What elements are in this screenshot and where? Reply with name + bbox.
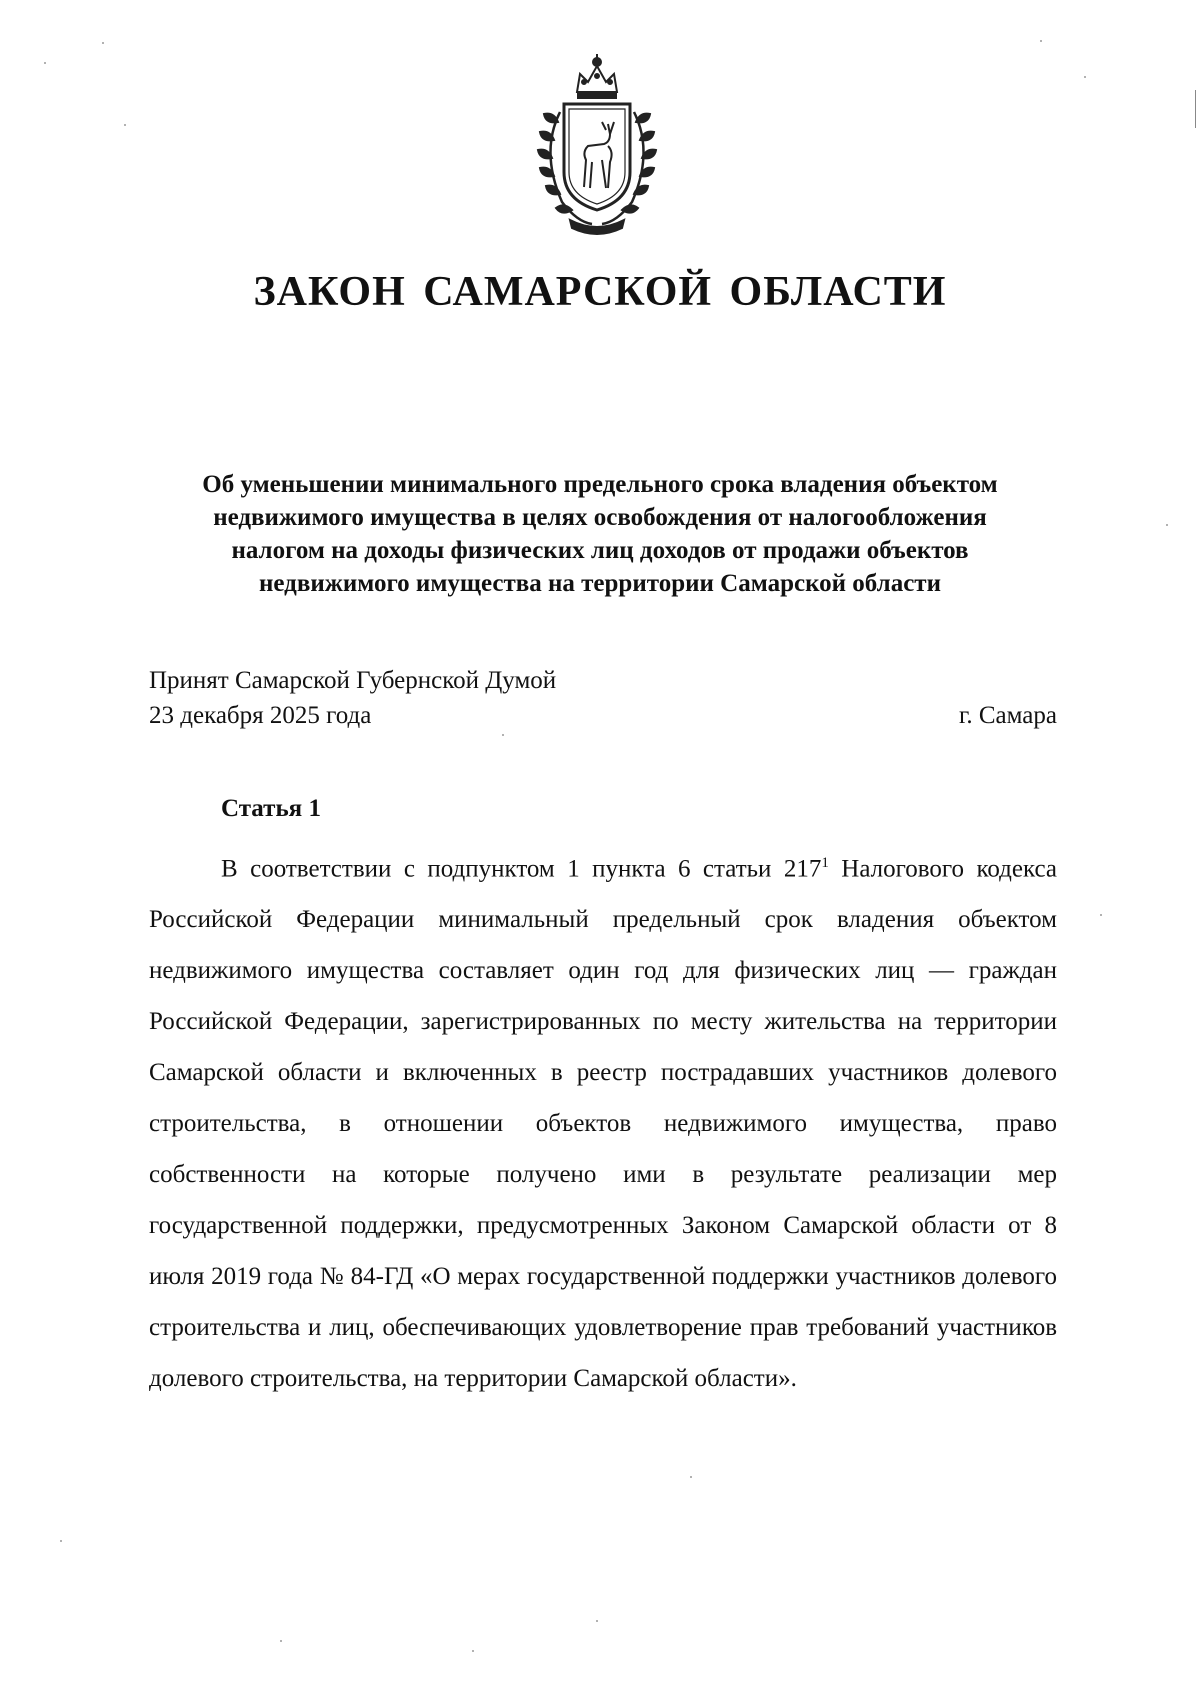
scan-speck <box>1100 914 1102 916</box>
subtitle-line: налогом на доходы физических лиц доходов от продажи объектов <box>231 537 969 564</box>
scan-speck <box>102 42 104 44</box>
subtitle-line: недвижимого имущества на территории Самарской области <box>259 570 941 597</box>
scan-speck <box>1084 76 1086 78</box>
adopted-by: Принят Самарской Губернской Думой <box>149 667 557 694</box>
scan-speck <box>1166 524 1168 526</box>
scan-speck <box>60 1540 62 1542</box>
article-text-rest: Налогового кодекса Российской Федерации минимальный предельный срок владения объектом недвижимого имущества составляет один год для физических лиц — граждан Российской Федерации, зарегистрированных по месту жительства на территории Самарской области и включенных в реестр пострадавших участников долевого строительства, в отношении объектов недвижимого имущества, право собственности на которые получено ими в результате реализации мер государственной поддержки, предусмотренных Законом Самарской области от 8 июля 2019 года № 84-ГД «О мерах государственной поддержки участников долевого строительства и лиц, обеспечивающих удовлетворение прав требований участников долевого строительства, на территории Самарской области». <box>149 855 1057 1393</box>
city-name: г. Самара <box>958 702 1057 729</box>
subtitle-line: Об уменьшении минимального предельного срока владения объектом <box>202 471 998 498</box>
samara-coat-of-arms-icon <box>522 52 672 237</box>
date-city-row <box>149 698 1057 733</box>
scan-speck <box>280 1640 282 1642</box>
scan-speck <box>472 1650 474 1652</box>
scan-speck <box>124 124 126 126</box>
article-body <box>149 838 1057 1404</box>
scan-speck <box>596 1620 598 1622</box>
subtitle-line: недвижимого имущества в целях освобождения от налогообложения <box>213 504 987 531</box>
law-subtitle <box>150 468 1050 600</box>
scan-speck <box>44 62 46 64</box>
article-heading: Статья 1 <box>221 795 321 822</box>
article-text-start: В соответствии с подпунктом 1 пункта 6 статьи 217 <box>221 855 822 883</box>
article-superscript: 1 <box>821 855 829 871</box>
law-title: ЗАКОН САМАРСКОЙ ОБЛАСТИ <box>253 269 947 315</box>
scan-edge-mark <box>1195 90 1196 128</box>
adopted-date: 23 декабря 2025 года <box>149 702 372 729</box>
scan-speck <box>690 1476 692 1478</box>
scan-speck <box>1040 40 1042 42</box>
scan-speck <box>502 734 504 736</box>
adoption-block <box>149 663 1057 733</box>
